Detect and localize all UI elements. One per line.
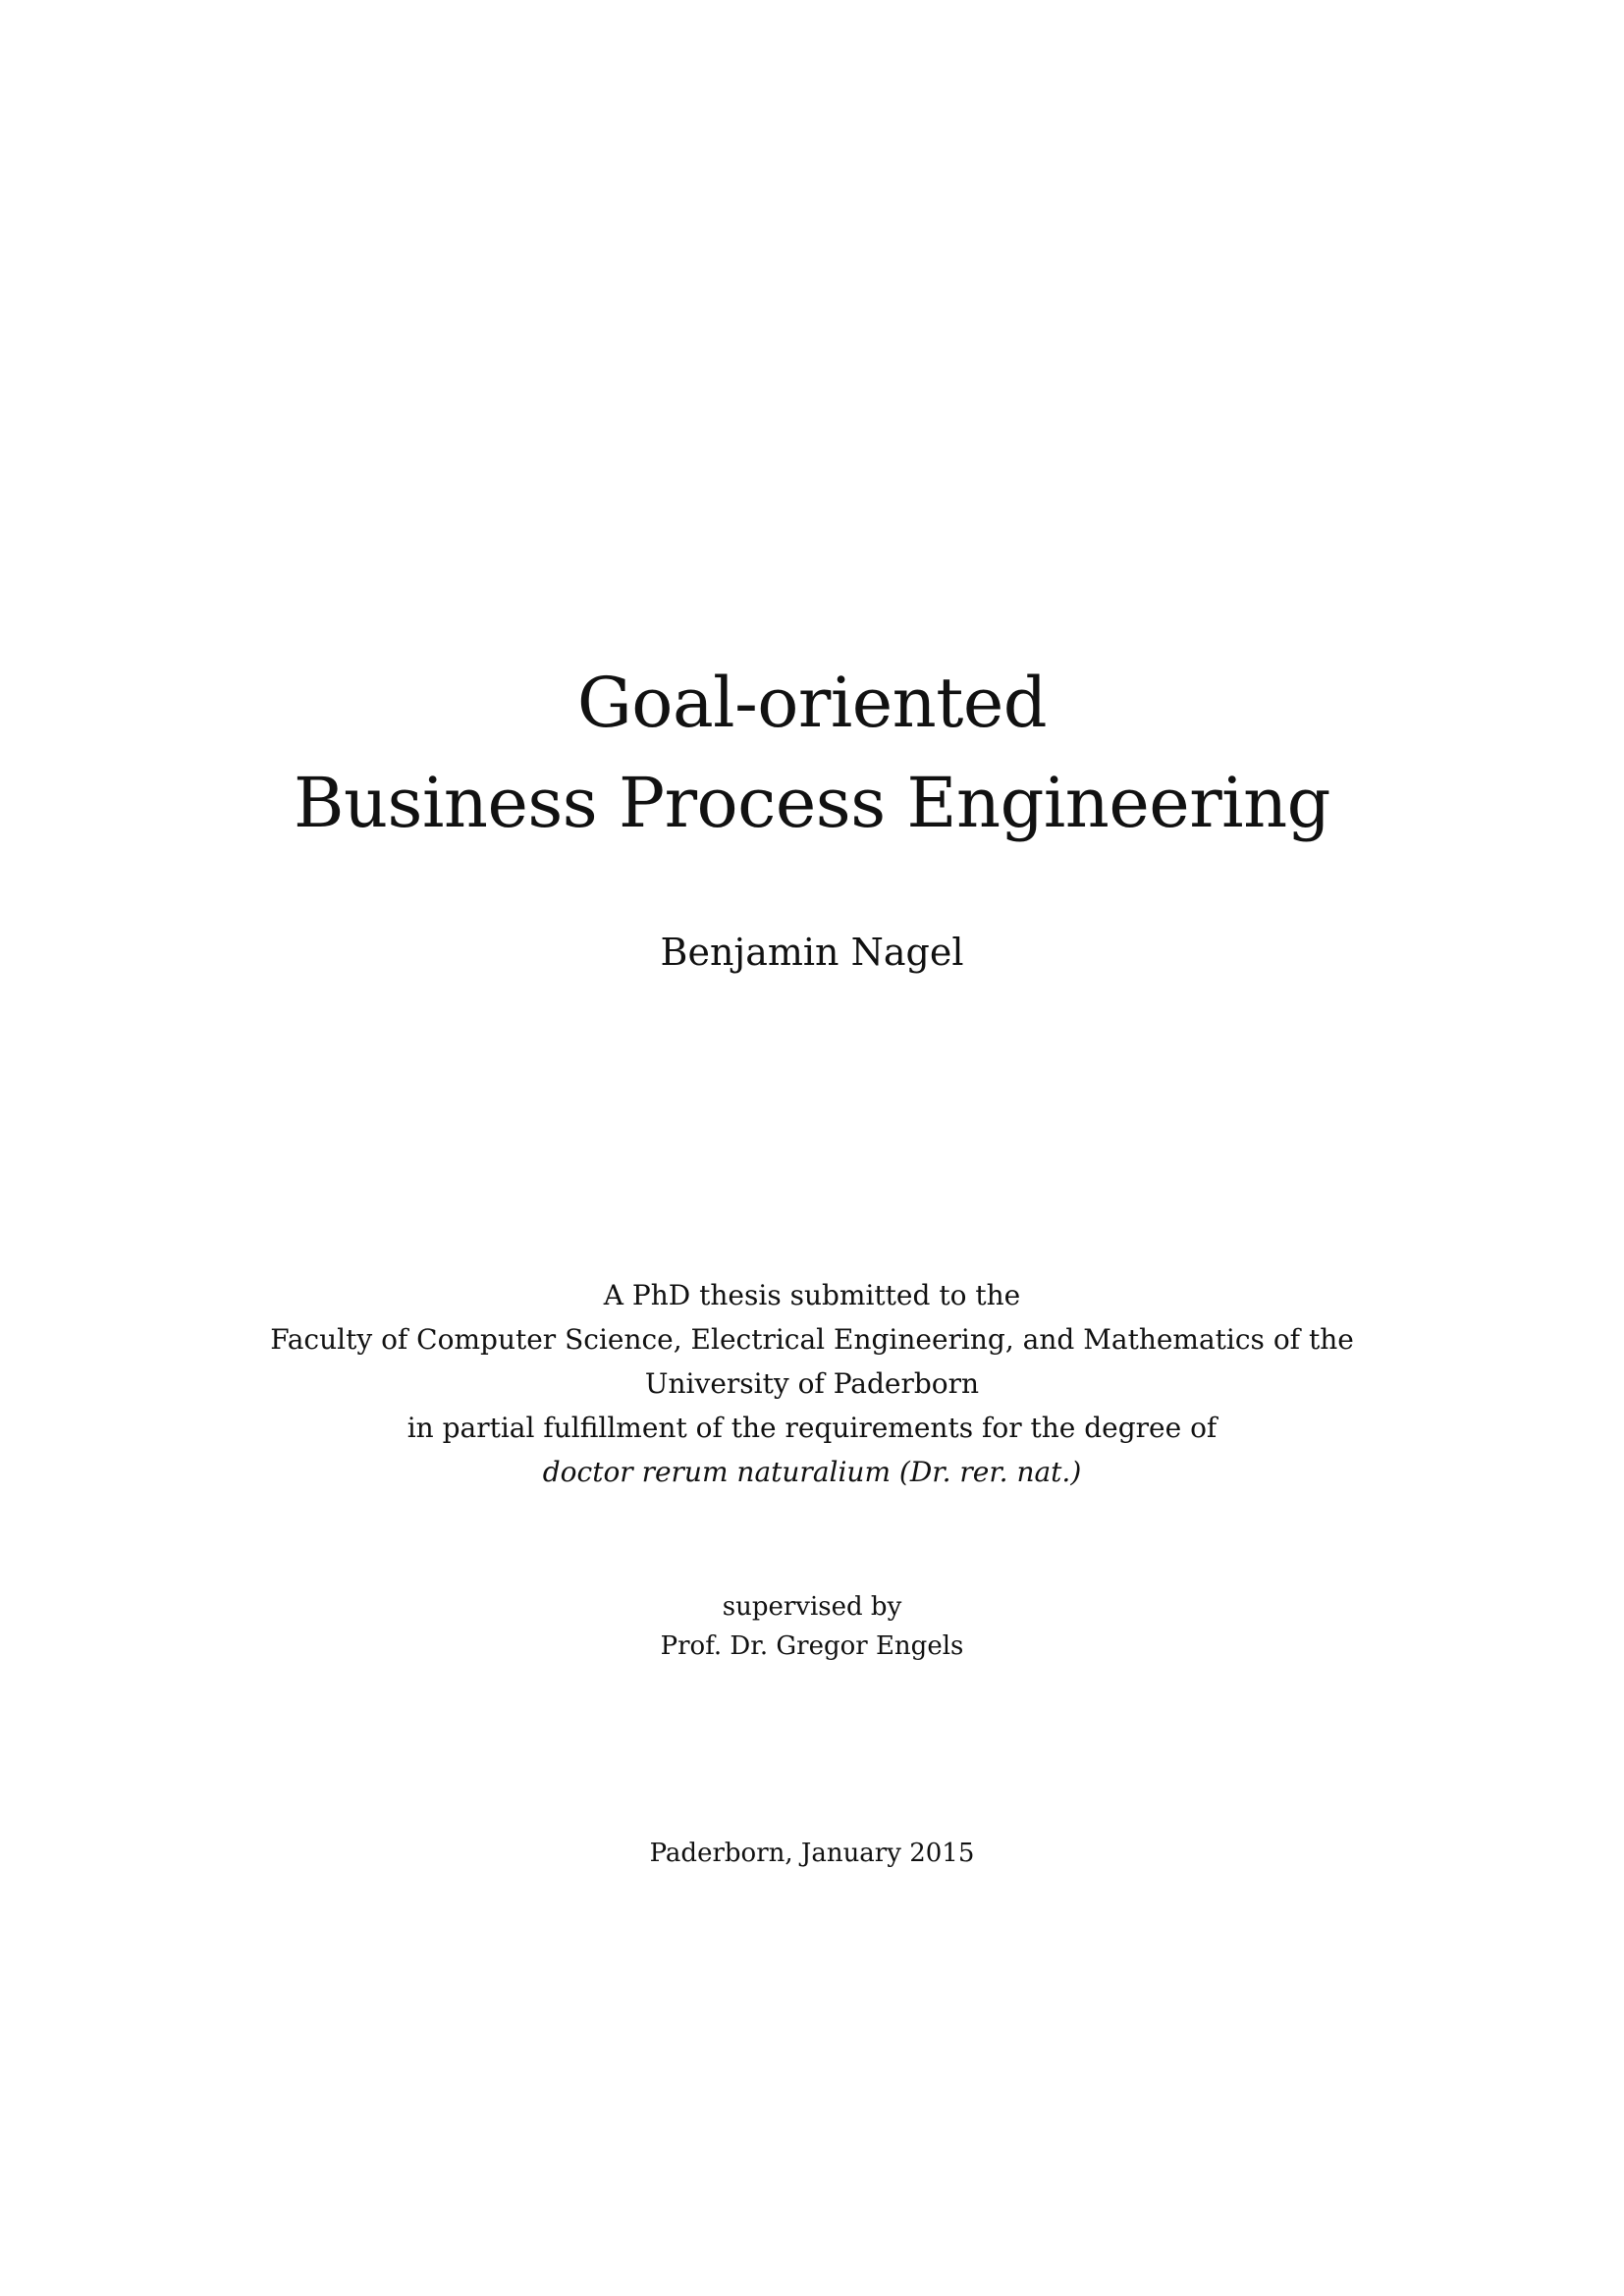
submission-line-3: University of Paderborn [644,1367,980,1400]
supervisor-name: Prof. Dr. Gregor Engels [660,1631,964,1661]
supervision-block [0,1587,1624,1666]
submission-line-4: in partial fulfillment of the requirements for the degree of [406,1412,1218,1444]
submission-statement [0,1273,1624,1494]
author-name: Benjamin Nagel [660,931,964,974]
thesis-title [0,653,1624,853]
submission-line-1: A PhD thesis submitted to the [603,1279,1021,1311]
supervised-by-label: supervised by [722,1592,902,1622]
thesis-title-line-1: Goal-oriented [576,663,1048,743]
place-and-date: Paderborn, January 2015 [649,1839,975,1868]
degree-name: doctor rerum naturalium (Dr. rer. nat.) [542,1456,1082,1488]
thesis-title-line-2: Business Process Engineering [294,763,1330,843]
submission-line-2: Faculty of Computer Science, Electrical Engineering, and Mathematics of the [270,1323,1354,1356]
